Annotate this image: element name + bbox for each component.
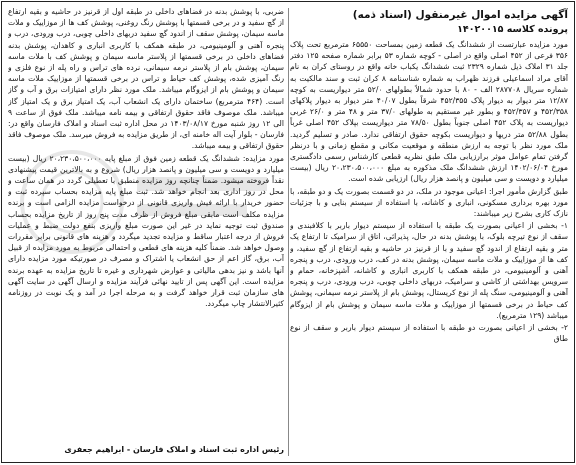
right-column: [290, 6, 568, 458]
paragraph-continuation: ضربی، با پوشش بدنه در فضاهای داخلی در طبقه اول از قرنیز در حاشیه و بقیه ارتفاع از گچ سفید و در برخی قسمتها با پوشش رنگ روغنی، پوشش کف ها از موزاییک و ملات ماسه سیمان، پوشش سقف از اندود گچ سفید دربهای داخلی چوبی، درب ورودی، درب و پنجره آهنی و آلومینیومی، در طبقه همکف با کاربری انباری و کاهدان، پوشش بدنه فضاهای داخلی در برخی قسمتها از پلاستر ماسه سیمان و پوشش کف با ملات ماسه سیمان، پوشش بام از پلاستر نرمه سیمانی، نرده های تراس و راه پله از نوع فلزی و رنگ آمیزی شده، پوشش کف حیاط و تراس در برخی قسمتها از موزاییک ملات ماسه سیمان و پوشش بام از ایزوگام میباشد. ملک مورد نظر دارای امتیازات برق و آب و گاز است. (۴۶۴ مترمربع) ساختمان دارای یک انشعاب آب، یک امتیاز برق و یک امتیاز گاز میباشد. ملک موصوف فاقد حقوق ارتفاقی و بیمه نامه میباشد. ملک فوق از ساعت ۹ الی ۱۲ روز شنبه مورخ ۱۴۰۳/۰۸/۱۷ در محل اداره ثبت اسناد و املاک فارسان واقع در: فارسان - بلوار آیت اله خامنه ای، از طریق مزایده به فروش میرسد. ملک موصوف فاقد حقوق ارتفاقی و بیمه میباشد.: [8, 7, 284, 151]
notice-title: آگهی مزایده اموال غیرمنقول (اسناد ذمه): [352, 9, 568, 21]
paragraph-section-1: ۱- بخشی از اعیانی بصورت یک طبقه با استفاده از سیستم دیوار باربر با کلافبندی و سقف از نوع تیرچه بلوک، با پوشش بدنه در حال، پذیرائی، اتاق از سرامیک تا ارتفاع یک متر و بقیه ارتفاع از اندود گچ سفید و با از قرنیز در حاشیه و بقیه ارتفاع از گچ سفید، و کف ها از موزاییک و ملات ماسه سیمان، پوشش بدنه در کف، درب ورودی، درب و پنجره آهنی و آلومینیومی، در طبقه همکف با کاربری انباری و کاشانه، آشپزخانه، حمام و سرویس بهداشتی از کاشی و سرامیک، دربهای داخلی چوبی، درب ورودی، درب و پنجره آهنی و آلومینیومی، سنگ پله از نوع کریستال، پوشش بام از پلاستر نرمه سیمانی، پوشش کف حیاط در برخی قسمتها از موزاییک و ملات ماسه سیمان و پوشش بام از ایزوگام میباشد (۱۲۹ مترمربع).: [290, 221, 568, 320]
left-column: [8, 6, 284, 458]
paragraph-auction-terms: مورد مزایده: ششدانگ یک قطعه زمین فوق از مبلغ پایه ۲۰،۲۳۰،۵۰۰،۰۰۰ ریال (بیست میلیارد و دویست و سی میلیون و پانصد هزار ریال) شروع و به بالاترین قیمت پیشنهادی نقداً فروخته میشود. ضمناً چنانچه روز مزایده منطبق با تعطیلی گردد در همان ساعت و محل در روز اداری بعد انجام خواهد شد. ثبت مبلغ پایه مزایده بحساب سپرده ثبت و حضور خریدار با ارائه فیش واریزی قانونی از درخواست مزایده الزامی است و برنده مزایده مکلف است مابقی مبلغ فروش از ظرف مدت پنج روز از تاریخ مزایده بحساب صندوق ثبت توجیه نماید در غیر این صورت مبلغ واریزی بنفع دولت ضبط و عملیات فروش از درجه اعتبار ساقط و مزایده تجدید میگردد و هزینه های قانونی برابر مقررات وصول خواهد شد. ضمناً کلیه هزینه های قطعی و احتمالی مربوط به مورد مزایده از قبیل آب، برق، گاز اعم از حق انشعاب یا اشتراک و مصرف در صورتیکه مورد مزایده دارای آنها باشد و نیز بدهی مالیاتی و عوارض شهرداری و غیره تا تاریخ مزایده به عهده برنده مزایده است. این آگهی پس از تایید نهائی فرآیند مزایده و ارسال آگهی در سایت آگهی های سازمان ثبت قرار خواهد گرفت و به مرحله اجرا در آمد و یک نوبت در روزنامه کثیرالانتشار چاپ میگردد.: [8, 153, 284, 309]
paragraph-report: طبق گزارش مأمور اجرا: اعیانی موجود در ملک، در دو قسمت بصورت یک و دو طبقه، با مورد بهره برداری مسکونی، انباری و کاشانه، با استفاده از سیستم بنایی و با جزئیات نازک کاری بشرح زیر میباشند:: [290, 186, 568, 219]
title-row: [290, 8, 568, 22]
paragraph-property: مورد مزایده عبارتست از ششدانگ یک قطعه زمین بمساحت ۶۵۵۵۰ مترمربع تحت پلاک ۳۵۶ فرعی از ۴۵۲ اصلی واقع در اصلی - کوچه شماره ۵۳ برابر شماره صفحه ۱۲۵ دفتر جلد ۳۱ املاک ذیل شماره ۲۳۲۹ ثبت ششدانگ یکباب خانه واقع در روستای کران به نام آقای مراد اسماعیلی فرزند ظهراب به شماره شناسنامه ۸ کران ثبت و سند مالکیت به شماره سریال ۲۸۷۷۰۸ الف - ۸۰ با حدود شمالاً بطولهای ۵۲/۰ متر دیواریست به کوچه ۱۲/۸۷ متر دیوار به دیوار پلاک ۴۵۲/۳۵۵ شرقاً بطول ۴۰/۰۷ متر دیوار به دیوار پلاکهای ۴۵۲/۳۵۸ و ۴۵۲/۳۵۷ و بطور غیر مستقیم به طولهای ۳۷/۰ متر و ۴۸ متر و ۲۶/۰ غربی دیواریست به پلاک ۴۵۲ اصلی جنوباً بطول ۷۸/۵۰ متر دیواریست بپلاک ۴۵۲ اصلی غرباً بطول ۵۲/۸۸ متر دریها و دیواریست بکوچه حقوق ارتفاقی ندارد. صادر و تسلیم گردید. ملک مورد نظر با توجه به ارزش منطقه و موقعیت مکانی و مقطع زمانی و با درنظر گرفتن تمام عوامل موثر برارزیابی ملک طبق نظریه قطعی کارشناس رسمی دادگستری مورخ ۱۴۰۲/۰۶/۰۴ ارزش ششدانگ ملک مذکوره به مبلغ ۲۰،۲۳۰،۵۰۰،۰۰۰ ریال (بیست میلیارد و دویست و سی میلیون و پانصد هزار ریال) ارزیابی شده است.: [290, 40, 568, 184]
notice-page: [1, 1, 575, 463]
signature: رئیس اداره ثبت اسناد و املاک فارسان - ابراهیم جعفری: [64, 445, 284, 454]
paragraph-section-2: ۲- بخشی از اعیانی بصورت دو طبقه با استفاده از سیستم دیوار باربر و سقف از نوع طاق: [290, 323, 568, 344]
column-divider: [288, 8, 289, 456]
file-number: پرونده کلاسه ۱۴۰۲۰۰۱۵: [457, 24, 568, 35]
